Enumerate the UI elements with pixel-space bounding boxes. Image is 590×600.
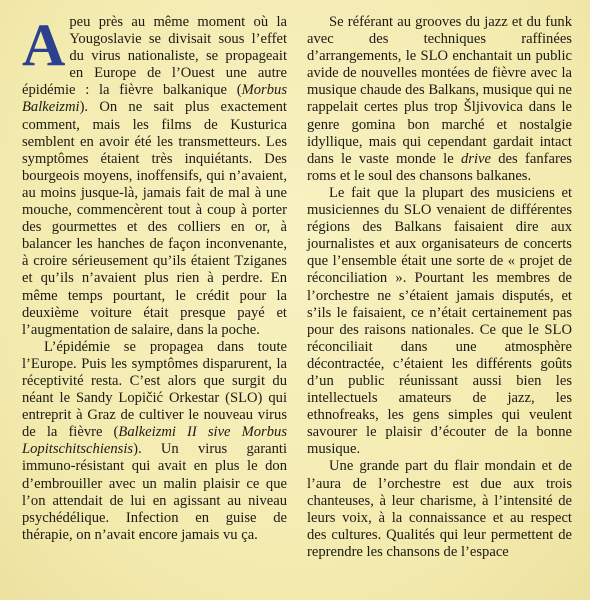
paragraph: Le fait que la plupart des musiciens et musiciennes du SLO venaient de différentes régions des Balkans faisaient dire aux journalistes et aux organisateurs de concerts que l’ensemble était une sorte de « projet de réconciliation ». Pourtant les membres de l’orchestre ne s’étaient jamais disputés, et s’ils le faisaient, ce n’était certainement pas pour des raisons nationales. Ce que le SLO réconciliait dans une atmosphère décontractée, c’étaient les différents goûts d’un public réunissant aussi bien les intellectuels amateurs de jazz, les ethnofreaks, les gens simples qui veulent savourer le plaisir d’écouter de la bonne musique.	[307, 184, 572, 458]
paragraph-text: des fanfares roms et le soul des chansons balkanes.	[307, 150, 572, 184]
left-column	[22, 14, 287, 600]
paragraph	[22, 339, 287, 544]
paragraph-text: peu près au même moment où la Yougoslavie se divisait sous l’effet du virus nationaliste, se propageait en Europe de l’Ouest une autre épidémie : la fièvre balkanique (	[22, 14, 287, 99]
paragraph	[307, 14, 572, 185]
paragraph	[22, 14, 287, 339]
paragraph-text: ). Un virus garanti immuno-résistant qui avait en plus le don d’embrouiller avec un malin plaisir ce que l’on attendait de lui en agissant au niveau psychédélique. Infection en guise de thérapie, on n’avait encore jamais vu ça.	[22, 441, 287, 543]
drop-cap: A	[22, 12, 66, 78]
italic-term: Morbus Balkeizmi	[22, 82, 287, 116]
italic-term: drive	[460, 150, 491, 167]
paragraph-text: L’épidémie se propagea dans toute l’Europe. Puis les symptômes disparurent, la réceptivité resta. C’est alors que surgit du néant le Sandy Lopičić Orkestar (SLO) qui entreprit à Graz de cultiver le nouveau virus de la fièvre (	[22, 338, 287, 441]
right-column	[307, 14, 572, 600]
paragraph-text: ). On ne sait plus exactement comment, mais les films de Kusturica semblent en avoir été les transmetteurs. Les symptômes étaient très inquiétants. Des bourgeois moyens, inoffensifs, qui n’avaient, au moins jusque-là, jamais fait de mal à une mouche, commencèrent tout à coup à porter des gourmettes et des colliers en or, à balancer les hanches de façon inconvenante, à croire sérieusement qu’ils étaient Tziganes et qu’ils n’avaient plus rien à perdre. En même temps pourtant, le crédit pour la deuxième voiture était presque payé et l’augmentation de salaire, dans la poche.	[22, 99, 287, 338]
italic-term: Balkeizmi II sive Morbus Lopitschitschiensis	[22, 424, 288, 458]
paragraph-text: Se référant au grooves du jazz et du funk avec des techniques raffinées d’arrangements, le SLO enchantait un public avide de nouvelles montées de fièvre avec la musique chaude des Balkans, musique qui ne rappelait certes plus trop Šljivovica dans le genre gomina bon marché et nostalgie idyllique, mais qui cependant gardait intact dans le vaste monde le	[307, 14, 572, 167]
paragraph: Une grande part du flair mondain et de l’aura de l’orchestre est due aux trois chanteuses, à leur charisme, à l’intensité de leurs voix, à la connaissance et au respect des cultures. Qualités qui leur permettent de reprendre les chansons de l’espace	[307, 458, 572, 560]
